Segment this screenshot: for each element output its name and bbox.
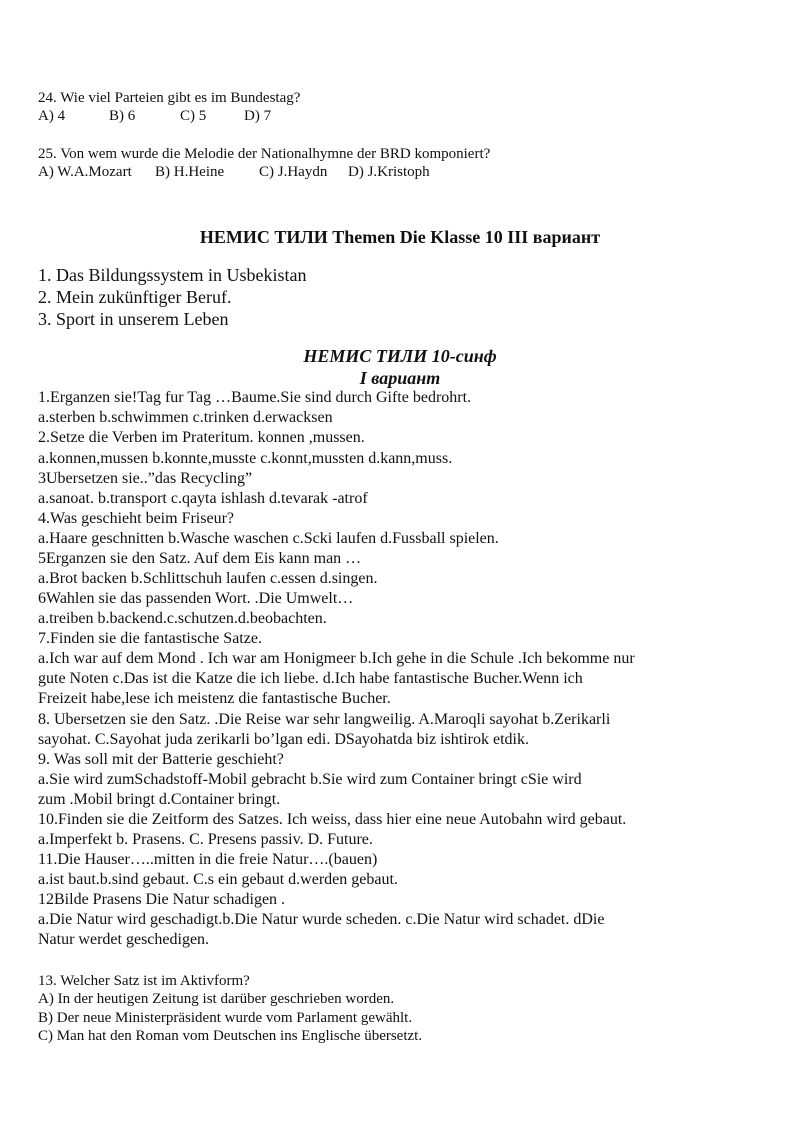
question-24-options xyxy=(38,109,271,124)
option-a: A) W.A.Mozart xyxy=(38,164,132,180)
theme-item: 2. Mein zukünftiger Beruf. xyxy=(38,287,232,307)
test-line: a.treiben b.backend.c.schutzen.d.beobachten. xyxy=(38,610,327,627)
test-title: НЕМИС ТИЛИ 10-синф xyxy=(303,346,497,366)
test-line: 7.Finden sie die fantastische Satze. xyxy=(38,630,262,647)
option-b: B) Der neue Ministerpräsident wurde vom Parlament gewählt. xyxy=(38,1010,413,1026)
test-line: 3Ubersetzen sie..”das Recycling” xyxy=(38,470,253,487)
test-line: 4.Was geschieht beim Friseur? xyxy=(38,510,234,527)
test-line: sayohat. C.Sayohat juda zerikarli bo’lgan edi. DSayohatda biz ishtirok etdik. xyxy=(38,731,529,748)
option-d: D) 7 xyxy=(244,108,272,124)
test-line: 9. Was soll mit der Batterie geschieht? xyxy=(38,751,284,768)
option-c: C) 5 xyxy=(180,108,207,124)
option-c: C) Man hat den Roman vom Deutschen ins Englische übersetzt. xyxy=(38,1028,423,1044)
test-line: gute Noten c.Das ist die Katze die ich liebe. d.Ich habe fantastische Bucher.Wenn ich xyxy=(38,670,583,687)
test-line: 2.Setze die Verben im Prateritum. konnen ,mussen. xyxy=(38,429,365,446)
test-line: a.ist baut.b.sind gebaut. C.s ein gebaut d.werden gebaut. xyxy=(38,871,398,888)
option-d: D) J.Kristoph xyxy=(348,164,430,180)
option-c: C) J.Haydn xyxy=(259,164,328,180)
theme-item: 3. Sport in unserem Leben xyxy=(38,309,229,329)
test-line: zum .Mobil bringt d.Container bringt. xyxy=(38,791,281,808)
test-line: Natur werdet geschedigen. xyxy=(38,931,210,948)
test-line: 8. Ubersetzen sie den Satz. .Die Reise war sehr langweilig. A.Maroqli sayohat b.Zerikarli xyxy=(38,711,611,728)
test-line: a.konnen,mussen b.konnte,musste c.konnt,mussten d.kann,muss. xyxy=(38,450,453,467)
test-line: 6Wahlen sie das passenden Wort. .Die Umwelt… xyxy=(38,590,354,607)
option-b: B) 6 xyxy=(109,108,136,124)
test-line: a.Haare geschnitten b.Wasche waschen c.Scki laufen d.Fussball spielen. xyxy=(38,530,499,547)
test-variant: I вариант xyxy=(359,368,441,388)
test-line: a.Sie wird zumSchadstoff-Mobil gebracht b.Sie wird zum Container bringt cSie wird xyxy=(38,771,582,788)
option-a: A) In der heutigen Zeitung ist darüber geschrieben worden. xyxy=(38,991,395,1007)
question-13: 13. Welcher Satz ist im Aktivform? xyxy=(38,973,250,989)
test-line: 11.Die Hauser…..mitten in die freie Natur….(bauen) xyxy=(38,851,378,868)
test-line: 5Erganzen sie den Satz. Auf dem Eis kann man … xyxy=(38,550,362,567)
test-line: 1.Erganzen sie!Tag fur Tag …Baume.Sie sind durch Gifte bedrohrt. xyxy=(38,389,472,406)
test-line: a.Ich war auf dem Mond . Ich war am Honigmeer b.Ich gehe in die Schule .Ich bekomme nur xyxy=(38,650,635,667)
question-25: 25. Von wem wurde die Melodie der Nationalhymne der BRD komponiert? xyxy=(38,146,491,162)
theme-item: 1. Das Bildungssystem in Usbekistan xyxy=(38,265,307,285)
test-line: 10.Finden sie die Zeitform des Satzes. Ich weiss, dass hier eine neue Autobahn wird gebaut. xyxy=(38,811,627,828)
themes-heading: НЕМИС ТИЛИ Themen Die Klasse 10 III вариант xyxy=(199,227,601,247)
option-b: B) H.Heine xyxy=(155,164,225,180)
test-line: 12Bilde Prasens Die Natur schadigen . xyxy=(38,891,286,908)
test-line: a.Die Natur wird geschadigt.b.Die Natur wurde scheden. c.Die Natur wird schadet. dDie xyxy=(38,911,605,928)
test-line: a.sterben b.schwimmen c.trinken d.erwacksen xyxy=(38,409,333,426)
test-line: Freizeit habe,lese ich meistenz die fantastische Bucher. xyxy=(38,690,391,707)
test-line: a.sanoat. b.transport c.qayta ishlash d.tevarak -atrof xyxy=(38,490,368,507)
question-25-options xyxy=(38,165,430,180)
test-line: a.Brot backen b.Schlittschuh laufen c.essen d.singen. xyxy=(38,570,378,587)
question-24: 24. Wie viel Parteien gibt es im Bundestag? xyxy=(38,90,301,106)
option-a: A) 4 xyxy=(38,108,66,124)
test-line: a.Imperfekt b. Prasens. C. Presens passiv. D. Future. xyxy=(38,831,373,848)
